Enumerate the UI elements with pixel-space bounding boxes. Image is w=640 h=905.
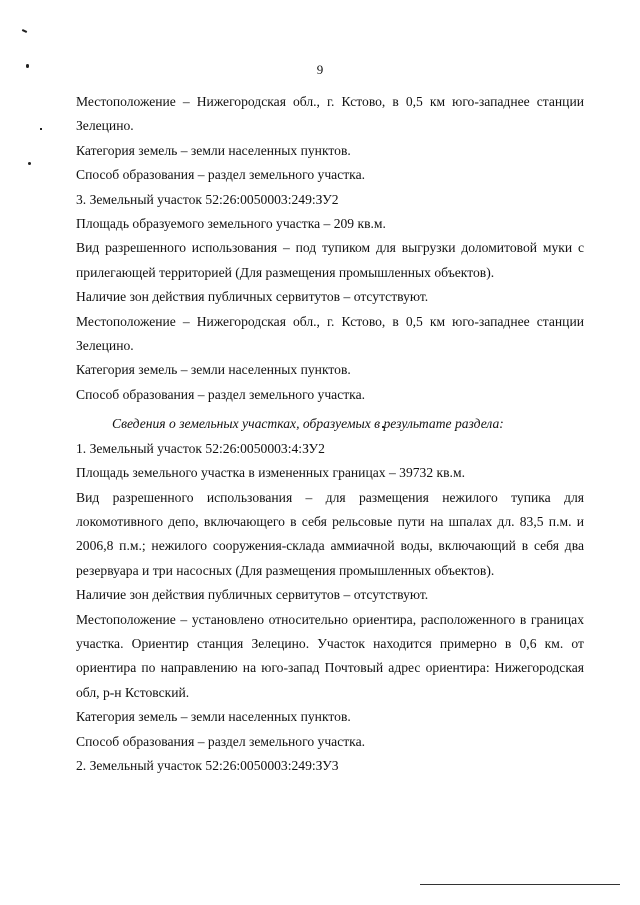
paragraph: Площадь земельного участка в измененных границах – 39732 кв.м. [76, 465, 465, 481]
paragraph: Категория земель – земли населенных пунктов. [76, 142, 351, 158]
paragraph: 1. Земельный участок 52:26:0050003:4:ЗУ2 [76, 440, 325, 456]
scan-mark [40, 128, 42, 130]
scan-mark [22, 29, 27, 33]
paragraph: Наличие зон действия публичных сервитутов – отсутствуют. [76, 289, 429, 305]
paragraph: Способ образования – раздел земельного участка. [76, 386, 366, 402]
paragraph: Местоположение – Нижегородская обл., г. Кстово, в 0,5 км юго-западнее станции Зелецино. [76, 94, 584, 134]
footer-rule [420, 884, 620, 885]
paragraph: Вид разрешенного использования – под тупиком для выгрузки доломитовой муки с прилегающей территорией (Для размещения промышленных объектов). [76, 240, 584, 280]
paragraph: Вид разрешенного использования – для размещения нежилого тупика для локомотивного депо, включающего в себя рельсовые пути на шпалах дл. 83,5 п.м. и 2006,8 п.м.; нежилого сооружения-склада аммиачной воды, включающий в себя два резервуара и три насосных (Для размещения промышленных объектов). [76, 489, 584, 578]
paragraph: Площадь образуемого земельного участка – 209 кв.м. [76, 216, 386, 232]
paragraph: Способ образования – раздел земельного участка. [76, 733, 366, 749]
section-heading: Сведения о земельных участках, образуемых в результате раздела: [112, 416, 504, 432]
paragraph: 3. Земельный участок 52:26:0050003:249:ЗУ2 [76, 191, 339, 207]
page-number: 9 [316, 62, 324, 77]
paragraph: Способ образования – раздел земельного участка. [76, 167, 366, 183]
paragraph: Местоположение – Нижегородская обл., г. Кстово, в 0,5 км юго-западнее станции Зелецино. [76, 313, 584, 354]
scan-mark [28, 162, 31, 165]
paragraph: Категория земель – земли населенных пунктов. [76, 709, 351, 725]
paragraph: 2. Земельный участок 52:26:0050003:249:ЗУ3 [76, 757, 339, 773]
paragraph: Категория земель – земли населенных пунктов. [76, 362, 351, 378]
document-body [76, 90, 584, 778]
paragraph: Местоположение – установлено относительно ориентира, расположенного в границах участка. Ориентир станция Зелецино. Участок находится примерно в 0,6 км. от ориентира по направлению на юго-запад Почтовый адрес ориентира: Нижегородская обл, р-н Кстовский. [76, 611, 584, 700]
paragraph: Наличие зон действия публичных сервитутов – отсутствуют. [76, 587, 429, 603]
